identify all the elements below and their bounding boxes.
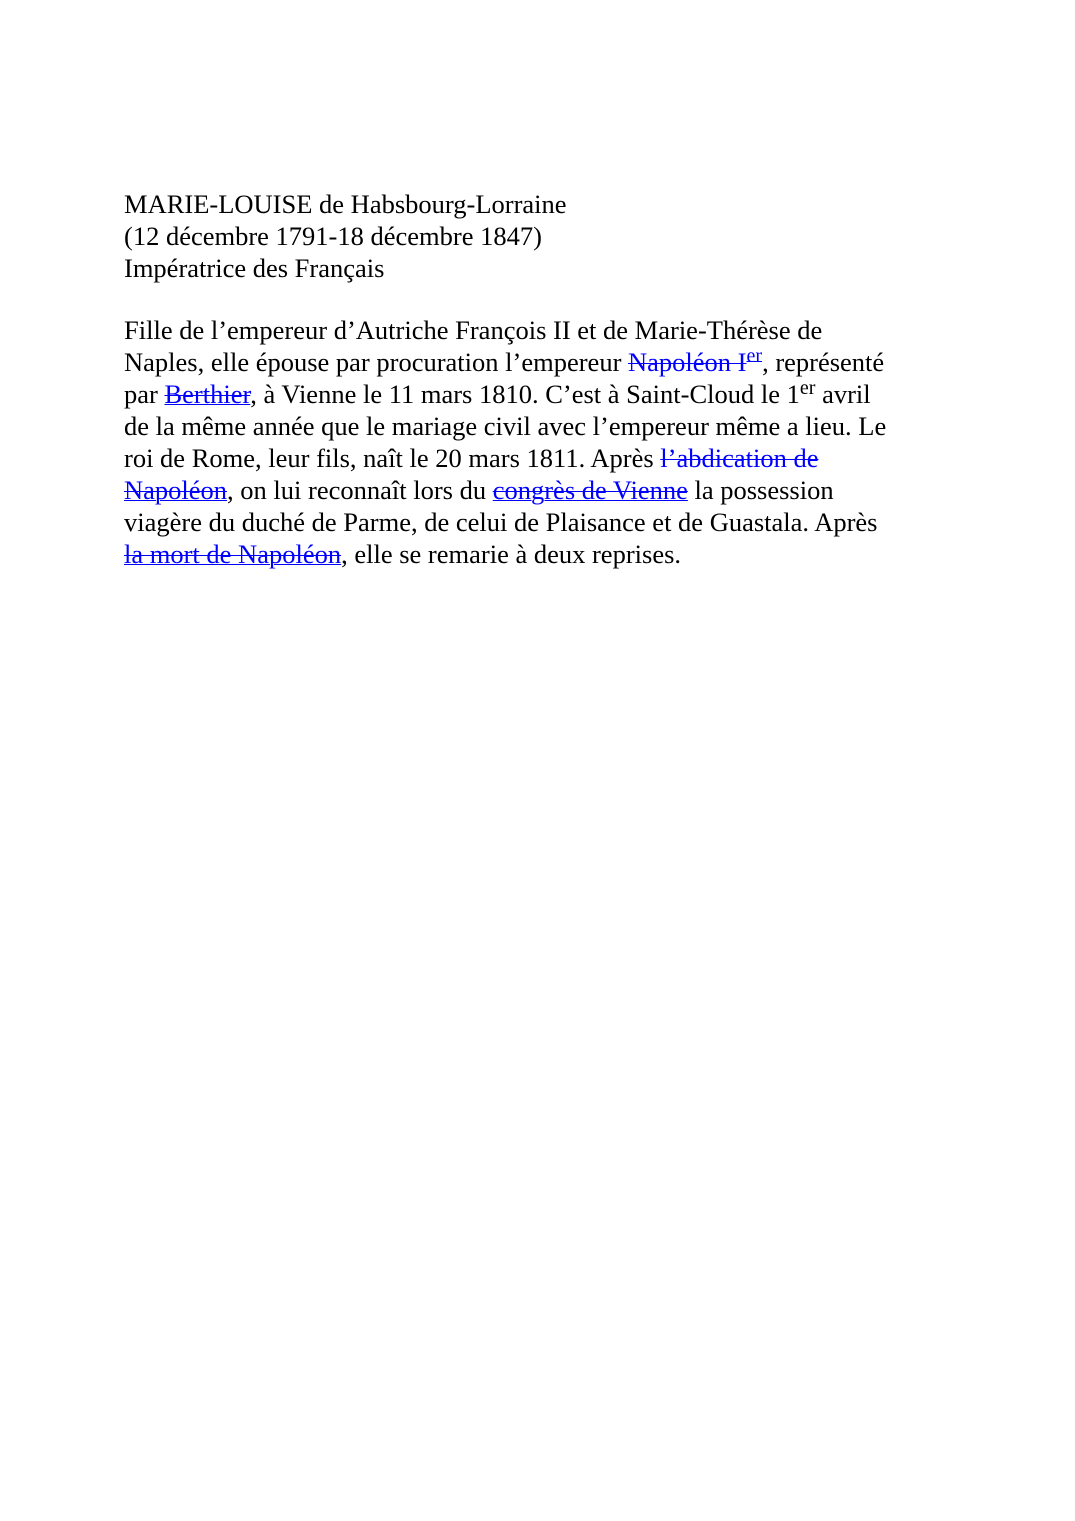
paragraph-line-7 — [124, 506, 954, 538]
link-label: Napoléon I — [628, 347, 747, 377]
life-dates: (12 décembre 1791-18 décembre 1847) — [124, 221, 542, 251]
text-segment: Naples, elle épouse par procuration l’empereur — [124, 347, 629, 377]
link-berthier[interactable]: Berthier — [164, 379, 251, 409]
person-name: MARIE-LOUISE de Habsbourg-Lorraine — [124, 189, 567, 219]
link-abdication[interactable]: l’abdication de — [660, 443, 819, 473]
text-segment: Fille de l’empereur d’Autriche François II et de Marie-Thérèse de — [124, 315, 823, 345]
document-content — [124, 188, 954, 570]
paragraph-line-8 — [124, 538, 954, 570]
person-title: Impératrice des Français — [124, 253, 385, 283]
link-congres-de-vienne[interactable]: congrès de Vienne — [492, 475, 688, 505]
link-mort-de-napoleon[interactable]: la mort de Napoléon — [124, 539, 342, 569]
paragraph-line-6 — [124, 474, 954, 506]
superscript-er: er — [799, 377, 816, 399]
text-segment: de la même année que le mariage civil avec l’empereur même a lieu. Le — [124, 411, 887, 441]
paragraph-line-4 — [124, 410, 954, 442]
link-abdication-continued[interactable]: Napoléon — [124, 475, 228, 505]
text-segment: viagère du duché de Parme, de celui de Plaisance et de Guastala. Après — [124, 507, 878, 537]
text-segment: par — [124, 379, 165, 409]
text-segment: la possession — [687, 475, 834, 505]
paragraph-line-3 — [124, 378, 954, 410]
biography-paragraph — [124, 314, 954, 570]
text-segment: roi de Rome, leur fils, naît le 20 mars 1811. Après — [124, 443, 661, 473]
superscript-er: er — [746, 345, 763, 367]
heading-block — [124, 188, 954, 284]
text-segment: , elle se remarie à deux reprises. — [341, 539, 682, 569]
paragraph-line-1 — [124, 314, 954, 346]
link-napoleon[interactable] — [628, 347, 762, 377]
paragraph-line-5 — [124, 442, 954, 474]
text-segment: , on lui reconnaît lors du — [227, 475, 493, 505]
text-segment: , représenté — [762, 347, 885, 377]
text-segment: , à Vienne le 11 mars 1810. C’est à Saint-Cloud le 1 — [250, 379, 800, 409]
paragraph-line-2 — [124, 346, 954, 378]
text-segment: avril — [815, 379, 871, 409]
